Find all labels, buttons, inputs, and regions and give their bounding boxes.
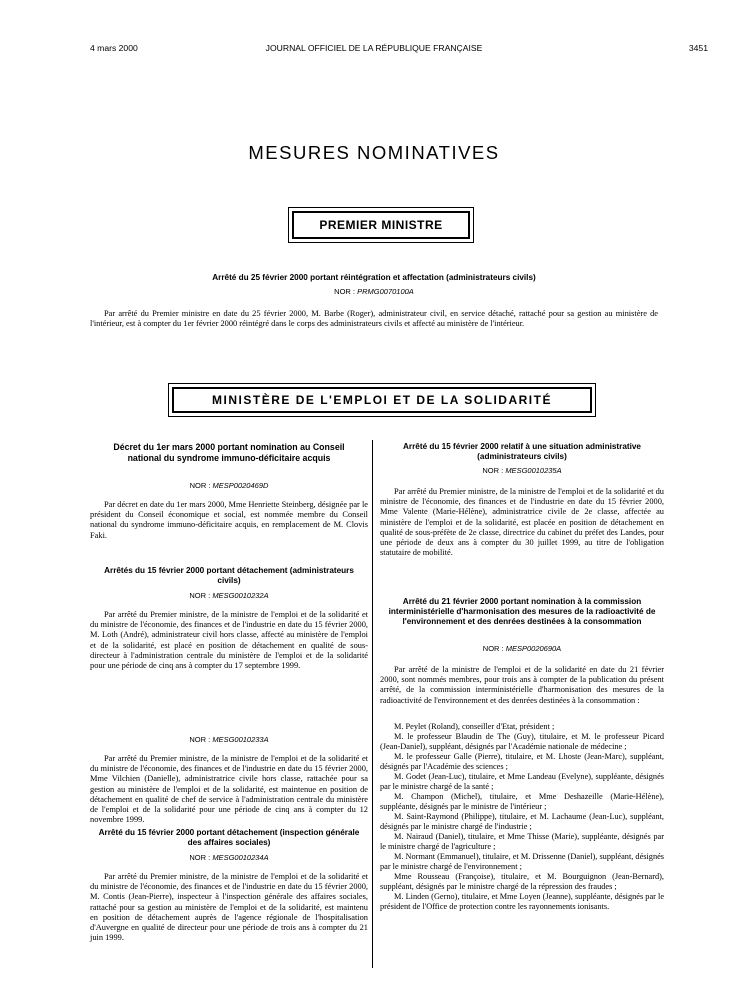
- list-item: M. Nairaud (Daniel), titulaire, et Mme Thisse (Marie), suppléante, désignés par le ministre chargé de l'agriculture ;: [380, 832, 664, 851]
- list-item: M. Champon (Michel), titulaire, et Mme Deshazeille (Marie-Hélène), suppléante, désignés par le ministre de l'intérieur ;: [380, 792, 664, 811]
- nor-label: NOR :: [482, 466, 504, 475]
- decret-cns-nor: [90, 481, 368, 490]
- arrete-igas-title: Arrêté du 15 février 2000 portant détachement (inspection générale des affaires sociales): [98, 828, 360, 847]
- list-item: Mme Rousseau (Françoise), titulaire, et M. Bourguignon (Jean-Bernard), suppléant, désignés par le ministre chargé de la répression des fraudes ;: [380, 872, 664, 891]
- section-title: MESURES NOMINATIVES: [248, 142, 500, 163]
- premier-ministre-heading-box: [288, 207, 474, 243]
- nor-label: NOR :: [482, 644, 504, 653]
- premier-ministre-heading: PREMIER MINISTRE: [292, 211, 470, 239]
- arrete-reintegration-nor: [90, 287, 658, 296]
- nor-label: NOR :: [189, 481, 211, 490]
- nor-code: MESP0020690A: [505, 644, 562, 653]
- arrete-situation-nor: [380, 466, 664, 475]
- arretes-detachement-text-a: Par arrêté du Premier ministre, de la ministre de l'emploi et de la solidarité et du ministre de l'économie, des finances et de l'industrie en date du 15 février 2000, M. Loth (André), administrateur civil hors classe, affecté au ministère de l'emploi et de la solidarité, est placé en position de détachement en qualité de sous-directeur à l'administration centrale du ministère de l'emploi et de la solidarité pour une période de cinq ans à compter du 17 septembre 1999.: [90, 610, 368, 671]
- nor-label: NOR :: [334, 287, 356, 296]
- header-date: 4 mars 2000: [90, 43, 138, 53]
- arretes-detachement-nor-b: [90, 735, 368, 744]
- nor-code: PRMG0070100A: [357, 287, 414, 296]
- ministere-heading: MINISTÈRE DE L'EMPLOI ET DE LA SOLIDARITÉ: [172, 387, 592, 413]
- header-page-number: 3451: [688, 43, 708, 53]
- arretes-detachement-title: Arrêtés du 15 février 2000 portant détachement (administrateurs civils): [104, 566, 354, 585]
- list-item: M. Godet (Jean-Luc), titulaire, et Mme Landeau (Evelyne), suppléante, désignés par le ministre chargé de la santé ;: [380, 772, 664, 791]
- list-item: M. Linden (Gerno), titulaire, et Mme Loyen (Jeanne), suppléante, désignés par le président de l'Office de protection contre les rayonnements ionisants.: [380, 892, 664, 911]
- arrete-commission-nor: [380, 644, 664, 653]
- nor-label: NOR :: [189, 853, 211, 862]
- nor-code: MESG0010235A: [505, 466, 562, 475]
- nor-label: NOR :: [189, 591, 211, 600]
- arrete-igas-text: Par arrêté du Premier ministre, de la ministre de l'emploi et de la solidarité et du ministre de l'économie, des finances et de l'industrie en date du 15 février 2000, M. Contis (Jean-Pierre), inspecteur à l'inspection générale des affaires sociales, rattaché pour sa gestion au ministère de l'emploi et de la solidarité, est maintenu en position de détachement auprès de l'agence régionale de l'hospitalisation d'Auvergne en qualité de directeur pour une période de trois ans à compter du 21 juin 1999.: [90, 872, 368, 943]
- commission-members-list: [380, 722, 664, 912]
- arrete-situation-title: Arrêté du 15 février 2000 relatif à une situation administrative (administrateurs civils): [403, 442, 641, 461]
- ministere-heading-box: [168, 383, 596, 417]
- arrete-reintegration-title: Arrêté du 25 février 2000 portant réintégration et affectation (administrateurs civils): [212, 273, 536, 282]
- list-item: M. le professeur Galle (Pierre), titulaire, et M. Lhoste (Jean-Marc), suppléant, désignés par l'Académie des sciences ;: [380, 752, 664, 771]
- list-item: M. le professeur Blaudin de The (Guy), titulaire, et M. le professeur Picard (Jean-Daniel), suppléant, désignés par l'Académie nationale de médecine ;: [380, 732, 664, 751]
- list-item: M. Saint-Raymond (Philippe), titulaire, et M. Lachaume (Jean-Luc), suppléant, désignés par le ministre chargé de l'industrie ;: [380, 812, 664, 831]
- list-item: M. Normant (Emmanuel), titulaire, et M. Drissenne (Daniel), suppléant, désignés par le ministre chargé de l'environnement ;: [380, 852, 664, 871]
- arrete-reintegration-text: Par arrêté du Premier ministre en date du 25 février 2000, M. Barbe (Roger), administrateur civil, en service détaché, rattaché pour sa gestion au ministère de l'intérieur, est à compter du 1er février 2000 réintégré dans le corps des administrateurs civils et affecté au ministère de l'intérieur.: [90, 309, 658, 329]
- nor-code: MESP0020469D: [212, 481, 269, 490]
- arrete-igas-nor: [90, 853, 368, 862]
- list-item: M. Peylet (Roland), conseiller d'Etat, président ;: [394, 722, 555, 731]
- arrete-situation-text: Par arrêté du Premier ministre, de la ministre de l'emploi et de la solidarité et du ministre de l'économie, des finances et de l'industrie en date du 15 février 2000, Mme Valente (Marie-Hélène), administratrice civile de 2e classe, affectée au ministère de l'emploi et de la solidarité, est placée en position de détachement en qualité de sous-préfète de 2e classe, directrice du cabinet du préfet des Landes, pour une période de deux ans à compter du 30 juillet 1999, au titre de l'obligation statutaire de mobilité.: [380, 487, 664, 558]
- nor-code: MESG0010233A: [212, 735, 269, 744]
- nor-label: NOR :: [189, 735, 211, 744]
- nor-code: MESG0010232A: [212, 591, 269, 600]
- decret-cns-title: Décret du 1er mars 2000 portant nomination au Conseil national du syndrome immuno-déficitaire acquis: [113, 442, 345, 463]
- arretes-detachement-text-b: Par arrêté du Premier ministre, de la ministre de l'emploi et de la solidarité et du ministre de l'économie, des finances et de l'industrie en date du 15 février 2000, Mme Vilchien (Danielle), administratrice civile hors classe, rattachée pour sa gestion au ministère de l'emploi et de la solidarité, est maintenue en position de détachement en qualité de chef de service à l'administration centrale du ministère de l'emploi et de la solidarité pour une période de cinq ans à compter du 12 novembre 1999.: [90, 754, 368, 825]
- header-journal-title: JOURNAL OFFICIEL DE LA RÉPUBLIQUE FRANÇAISE: [265, 43, 483, 53]
- arrete-commission-title: Arrêté du 21 février 2000 portant nomination à la commission interministérielle d'harmonisation des mesures de la radioactivité de l'environnement et des denrées destinées à la consommation: [388, 597, 656, 626]
- column-divider: [372, 440, 373, 968]
- decret-cns-text: Par décret en date du 1er mars 2000, Mme Henriette Steinberg, désignée par le président du Conseil économique et social, est nommée membre du Conseil national du syndrome immuno-déficitaire acquis, en remplacement de M. Clovis Faki.: [90, 500, 368, 540]
- arretes-detachement-nor-a: [90, 591, 368, 600]
- nor-code: MESG0010234A: [212, 853, 269, 862]
- arrete-commission-intro: Par arrêté de la ministre de l'emploi et de la solidarité en date du 21 février 2000, sont nommés membres, pour trois ans à compter de la publication du présent arrêté, de la commission interministérielle d'harmonisation des mesures de la radioactivité de l'environnement et des denrées destinées à la consommation :: [380, 665, 664, 705]
